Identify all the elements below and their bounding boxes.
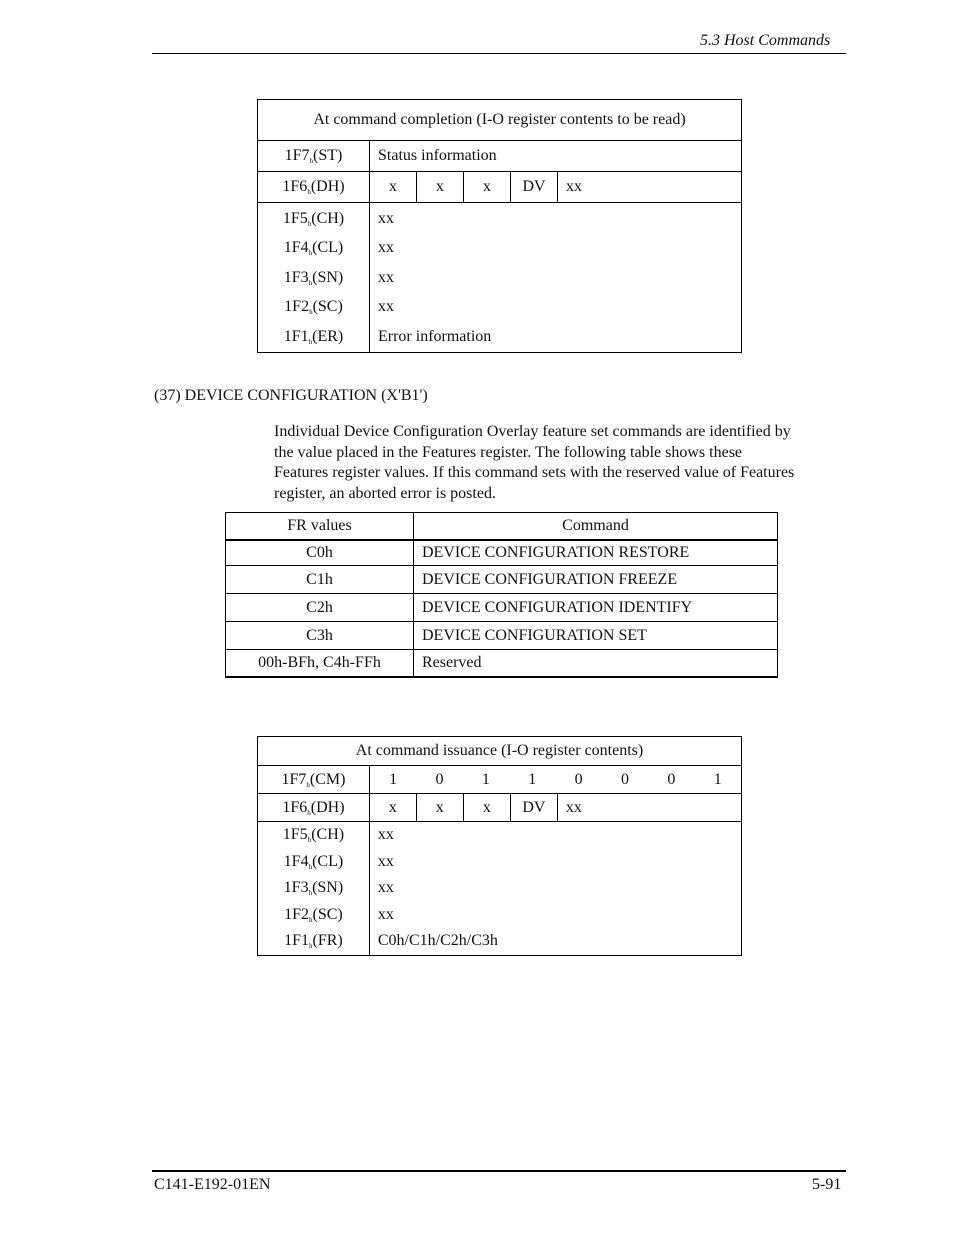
command-header: Command xyxy=(414,513,778,540)
dh-bit-cell: x xyxy=(463,794,510,822)
document-id: C141-E192-01EN xyxy=(154,1176,271,1193)
features-value: C0h/C1h/C2h/C3h xyxy=(377,932,498,950)
register-label-group xyxy=(258,822,370,956)
register-value: xx xyxy=(378,268,394,286)
register-label-sn: $1F3_h(SN)$ xyxy=(283,879,344,898)
register-label-ch: $1F5_h(CH)$ xyxy=(282,209,345,228)
dh-bit-cell: x xyxy=(464,172,511,203)
fr-value-cell: C1h xyxy=(226,566,414,594)
register-value: xx xyxy=(377,852,394,870)
cm-bit: 1 xyxy=(528,770,537,788)
dh-bit-cell: xx xyxy=(557,794,741,822)
dh-bit-cell: x xyxy=(370,172,417,203)
command-cell: DEVICE CONFIGURATION FREEZE xyxy=(414,566,778,594)
register-label-fr: $1F1_h(FR)$ xyxy=(284,932,343,951)
fr-value-cell: 00h-BFh, C4h-FFh xyxy=(226,650,414,677)
section-paragraph xyxy=(274,422,844,504)
cm-bits-cell xyxy=(369,766,741,794)
paragraph-line: Features register values. If this command sets with the reserved value of Features xyxy=(274,464,795,481)
register-value-group xyxy=(370,203,742,353)
paragraph-line: register, an aborted error is posted. xyxy=(274,484,496,502)
fr-value-cell: C2h xyxy=(226,594,414,622)
paragraph-line: the value placed in the Features register. The following table shows these xyxy=(274,443,743,461)
command-cell: Reserved xyxy=(414,650,778,677)
command-cell: DEVICE CONFIGURATION SET xyxy=(414,622,778,650)
register-value: xx xyxy=(378,209,394,227)
fr-values-table xyxy=(225,512,778,678)
completion-table-title: At command completion (I-O register contents to be read) xyxy=(258,100,742,141)
paragraph-line: Individual Device Configuration Overlay feature set commands are identified by xyxy=(274,423,791,440)
status-information-cell: Status information xyxy=(370,141,742,172)
footer-rule xyxy=(152,1170,846,1172)
register-value: xx xyxy=(377,879,394,897)
dh-bit-cell: x xyxy=(416,794,463,822)
header-rule xyxy=(152,53,846,54)
cm-bit: 0 xyxy=(435,770,444,788)
page-number: 5-91 xyxy=(812,1176,842,1193)
cm-bit: 0 xyxy=(621,770,630,788)
register-label-cm: $1F7_h(CM)$ xyxy=(258,766,370,794)
command-cell: DEVICE CONFIGURATION RESTORE xyxy=(414,540,778,566)
issuance-table-title: At command issuance (I-O register contents) xyxy=(258,737,742,766)
cm-bit: 0 xyxy=(574,770,583,788)
dh-dv-cell: DV xyxy=(511,172,558,203)
cm-bit: 1 xyxy=(481,770,490,788)
dh-bit-cell: xx xyxy=(558,172,742,203)
fr-values-header: FR values xyxy=(226,513,414,540)
command-cell: DEVICE CONFIGURATION IDENTIFY xyxy=(414,594,778,622)
register-label-group xyxy=(258,203,370,353)
issuance-register-table xyxy=(257,736,742,956)
register-label-cl: $1F4_h(CL)$ xyxy=(283,852,344,871)
register-label-cl: $1F4_h(CL)$ xyxy=(283,239,344,258)
register-label-sc: $1F2_h(SC)$ xyxy=(284,905,343,924)
dh-bit-cell: x xyxy=(417,172,464,203)
register-value-group xyxy=(369,822,741,956)
cm-bit: 1 xyxy=(713,770,722,788)
running-header: 5.3 Host Commands xyxy=(700,32,831,49)
cm-bit: 0 xyxy=(667,770,676,788)
fr-value-cell: C3h xyxy=(226,622,414,650)
fr-value-cell: C0h xyxy=(226,540,414,566)
register-label-sc: $1F2_h(SC)$ xyxy=(284,298,343,317)
section-heading: (37) DEVICE CONFIGURATION (X'B1') xyxy=(154,387,428,404)
dh-dv-cell: DV xyxy=(510,794,557,822)
register-value: xx xyxy=(378,298,394,316)
register-label-dh: $1F6_h(DH)$ xyxy=(258,172,370,203)
register-label-er: $1F1_h(ER)$ xyxy=(283,327,344,346)
dh-bit-cell: x xyxy=(369,794,416,822)
error-information-value: Error information xyxy=(378,327,492,345)
register-label-dh: $1F6_h(DH)$ xyxy=(258,794,370,822)
completion-register-table xyxy=(257,99,742,353)
register-value: xx xyxy=(377,826,394,844)
register-value: xx xyxy=(378,239,394,257)
cm-bit: 1 xyxy=(389,770,398,788)
register-label-sn: $1F3_h(SN)$ xyxy=(283,268,344,287)
register-label-ch: $1F5_h(CH)$ xyxy=(282,826,345,845)
register-value: xx xyxy=(377,905,394,923)
register-label-st: $1F7_h(ST)$ xyxy=(258,141,370,172)
